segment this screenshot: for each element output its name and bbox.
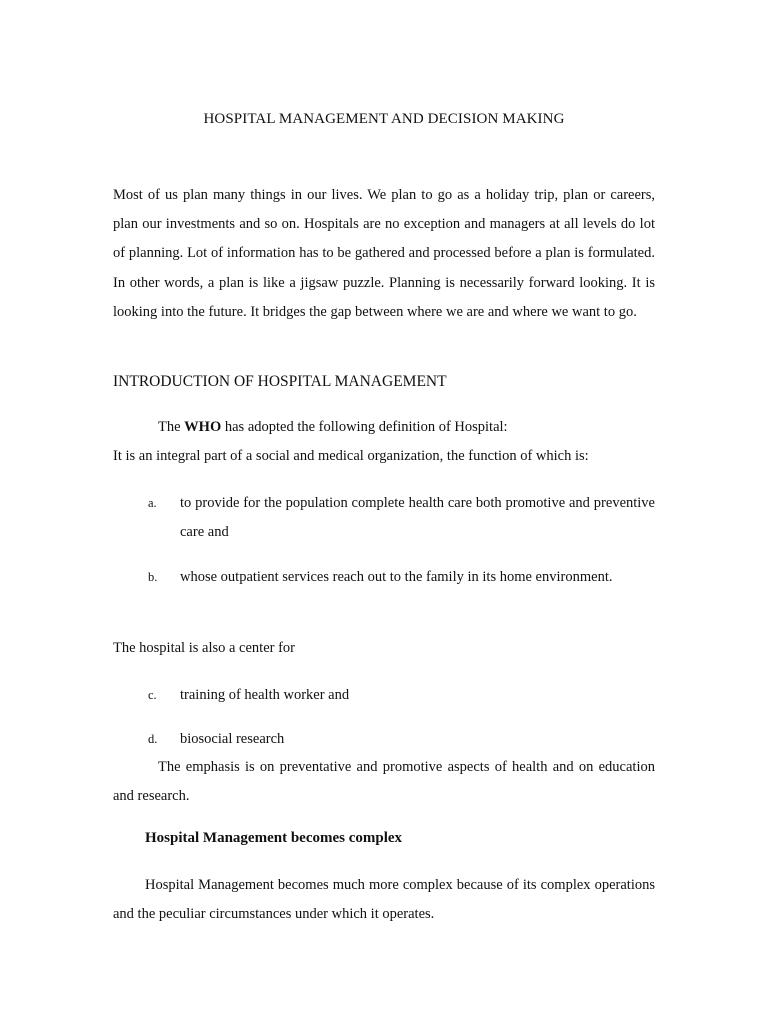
complex-paragraph: Hospital Management becomes much more complex because of its complex operations and the peculiar circumstances under which it operates. [113,877,655,923]
list-marker: b. [148,570,158,584]
who-definition-line [158,419,508,436]
who-prefix: The [158,419,185,435]
document-title: HOSPITAL MANAGEMENT AND DECISION MAKING [203,111,565,127]
center-line: The hospital is also a center for [113,640,295,656]
subheading: Hospital Management becomes complex [145,830,403,846]
definition-line: It is an integral part of a social and medical organization, the function of which is: [113,448,589,464]
intro-paragraph: Most of us plan many things in our lives. We plan to go as a holiday trip, plan or careers, plan our investments and so on. Hospitals are no exception and managers at all levels do lot of planning. Lot of information has to be gathered and processed before a plan is formulated. In other words, a plan is like a jigsaw puzzle. Planning is necessarily forward looking. It is looking into the future. It bridges the gap between where we are and where we want to go. [113,187,655,320]
list-item-text: biosocial research [180,731,285,747]
who-suffix: has adopted the following definition of Hospital: [221,419,508,435]
emphasis-paragraph: The emphasis is on preventative and promotive aspects of health and on education and research. [113,759,655,805]
list-item-text: to provide for the population complete health care both promotive and preventive care and [180,495,655,541]
list-marker: c. [148,688,157,702]
list-marker: d. [148,732,158,746]
list-item-text: whose outpatient services reach out to the family in its home environment. [180,569,613,585]
list-marker: a. [148,496,157,510]
list-item-text: training of health worker and [180,687,350,703]
section-heading: INTRODUCTION OF HOSPITAL MANAGEMENT [113,373,447,390]
who-bold: WHO [184,419,222,435]
